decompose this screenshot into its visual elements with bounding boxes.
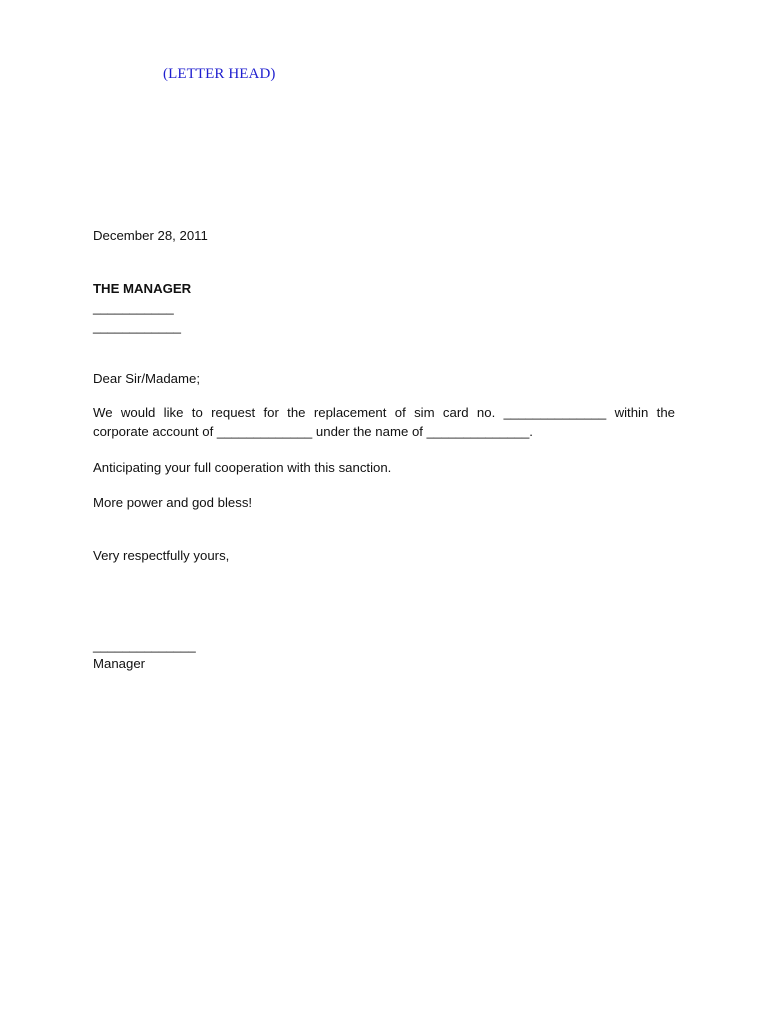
recipient-blank-line-1: ___________ xyxy=(93,300,174,315)
body-line-2: corporate account of _____________ under the name of ______________. xyxy=(93,424,533,439)
signature-line: ______________ xyxy=(93,638,196,653)
body-line-1: We would like to request for the replacement of sim card no. ______________ within the xyxy=(93,405,675,420)
recipient-title: THE MANAGER xyxy=(93,281,192,296)
letter-date: December 28, 2011 xyxy=(93,228,208,243)
body-paragraph-cooperation: Anticipating your full cooperation with this sanction. xyxy=(93,460,392,475)
complimentary-closing: Very respectfully yours, xyxy=(93,548,230,563)
salutation: Dear Sir/Madame; xyxy=(93,371,201,386)
signatory-title: Manager xyxy=(93,656,146,671)
letterhead-placeholder: (LETTER HEAD) xyxy=(163,66,276,82)
recipient-blank-line-2: ____________ xyxy=(93,319,182,334)
body-paragraph-request xyxy=(93,403,675,441)
body-paragraph-blessing: More power and god bless! xyxy=(93,495,253,510)
